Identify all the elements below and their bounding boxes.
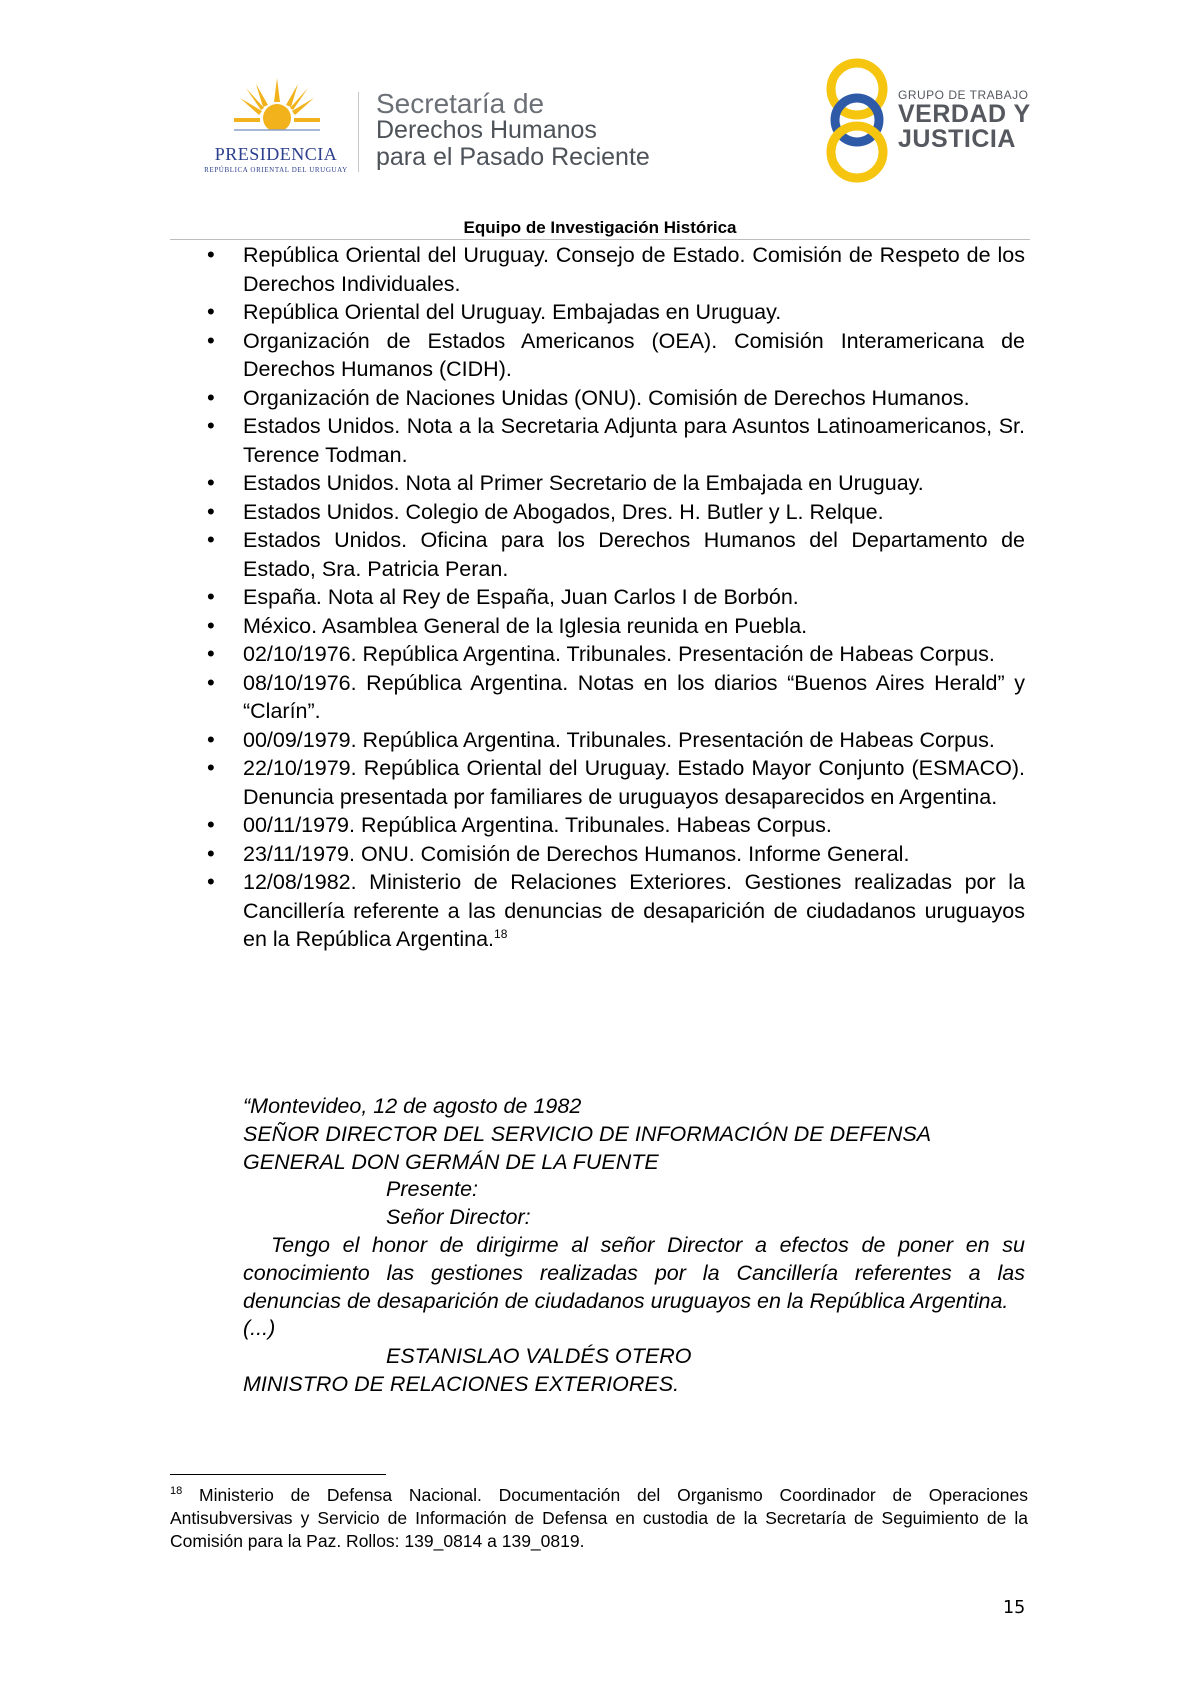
letter-ellipsis: (...) (243, 1316, 276, 1341)
page-number: 15 (1003, 1598, 1026, 1618)
list-item: • España. Nota al Rey de España, Juan Carlos I de Borbón. (205, 583, 1025, 612)
list-item: • 08/10/1976. República Argentina. Notas en los diarios “Buenos Aires Herald” y “Clarín”. (205, 669, 1025, 726)
sun-icon (234, 78, 320, 142)
secretaria-line-2: Derechos Humanos (376, 116, 597, 144)
letter-presente: Presente: (386, 1177, 479, 1202)
letter-date: “Montevideo, 12 de agosto de 1982 (243, 1094, 582, 1118)
list-item: • República Oriental del Uruguay. Embajadas en Uruguay. (205, 298, 1025, 327)
list-item: • 22/10/1979. República Oriental del Uruguay. Estado Mayor Conjunto (ESMACO). Denuncia presentada por familiares de uruguayos desaparecidos en Argentina. (205, 754, 1025, 811)
list-item: • 00/11/1979. República Argentina. Tribunales. Habeas Corpus. (205, 811, 1025, 840)
list-item: • Organización de Naciones Unidas (ONU). Comisión de Derechos Humanos. (205, 384, 1025, 413)
list-item: • República Oriental del Uruguay. Consejo de Estado. Comisión de Respeto de los Derechos Individuales. (205, 241, 1025, 298)
footnote-reference[interactable]: 18 (494, 926, 508, 941)
presidencia-name: PRESIDENCIA (214, 144, 338, 164)
quoted-letter (243, 1093, 1025, 1399)
list-item: • 02/10/1976. República Argentina. Tribunales. Presentación de Habeas Corpus. (205, 640, 1025, 669)
secretaria-title (376, 90, 650, 171)
linked-rings-icon (822, 58, 892, 183)
header-separator (358, 92, 359, 172)
footnote-number: 18 (170, 1485, 183, 1497)
gtvj-logo (822, 58, 1032, 183)
footnote-text: Ministerio de Defensa Nacional. Documentación del Organismo Coordinador de Operaciones Antisubversivas y Servicio de Información de Defensa en custodia de la Secretaría de Seguimiento de la Comisión para la Paz. Rollos: 139_0814 a 139_0819. (170, 1484, 1028, 1551)
letter-addressee-2: GENERAL DON GERMÁN DE LA FUENTE (243, 1149, 659, 1174)
list-item: • Estados Unidos. Colegio de Abogados, Dres. H. Butler y L. Relque. (205, 498, 1025, 527)
gtvj-line-3: JUSTICIA (898, 125, 1016, 153)
gtvj-line-1: GRUPO DE TRABAJO (898, 88, 1029, 102)
list-item: • 00/09/1979. República Argentina. Tribunales. Presentación de Habeas Corpus. (205, 726, 1025, 755)
secretaria-line-1: Secretaría de (376, 88, 545, 119)
letter-signer-title: MINISTRO DE RELACIONES EXTERIORES. (243, 1371, 680, 1396)
letter-signer: ESTANISLAO VALDÉS OTERO (386, 1344, 692, 1369)
secretaria-line-3: para el Pasado Reciente (376, 143, 650, 171)
list-item: • Estados Unidos. Oficina para los Derechos Humanos del Departamento de Estado, Sra. Patricia Peran. (205, 526, 1025, 583)
header-rule (170, 239, 1030, 240)
list-item-last-text: 12/08/1982. Ministerio de Relaciones Exteriores. Gestiones realizadas por la Cancillería referente a las denuncias de desaparición de ciudadanos uruguayos en la República Argentina. (243, 870, 1025, 951)
list-item: • Organización de Estados Americanos (OEA). Comisión Interamericana de Derechos Humanos (CIDH). (205, 327, 1025, 384)
document-list (205, 241, 1025, 954)
gtvj-text (898, 88, 1031, 152)
letter-salutation: Señor Director: (386, 1205, 531, 1230)
presidencia-subtitle: REPÚBLICA ORIENTAL DEL URUGUAY (204, 166, 348, 174)
list-item-last (205, 868, 1025, 954)
list-item: • Estados Unidos. Nota al Primer Secretario de la Embajada en Uruguay. (205, 469, 1025, 498)
gtvj-line-2: VERDAD Y (898, 100, 1031, 128)
letter-body: Tengo el honor de dirigirme al señor Director a efectos de poner en su conocimiento las gestiones realizadas por la Cancillería referentes a las denuncias de desaparición de ciudadanos uruguayos en la República Argentina. (243, 1232, 1025, 1313)
list-item: • México. Asamblea General de la Iglesia reunida en Puebla. (205, 612, 1025, 641)
footnote-rule (170, 1474, 386, 1475)
list-item: • 23/11/1979. ONU. Comisión de Derechos Humanos. Informe General. (205, 840, 1025, 869)
team-heading: Equipo de Investigación Histórica (463, 218, 737, 237)
letter-addressee-1: SEÑOR DIRECTOR DEL SERVICIO DE INFORMACIÓN DE DEFENSA (243, 1121, 932, 1146)
list-item: • Estados Unidos. Nota a la Secretaria Adjunta para Asuntos Latinoamericanos, Sr. Terence Todman. (205, 412, 1025, 469)
presidencia-logo (196, 78, 356, 178)
footnote (170, 1480, 1028, 1553)
